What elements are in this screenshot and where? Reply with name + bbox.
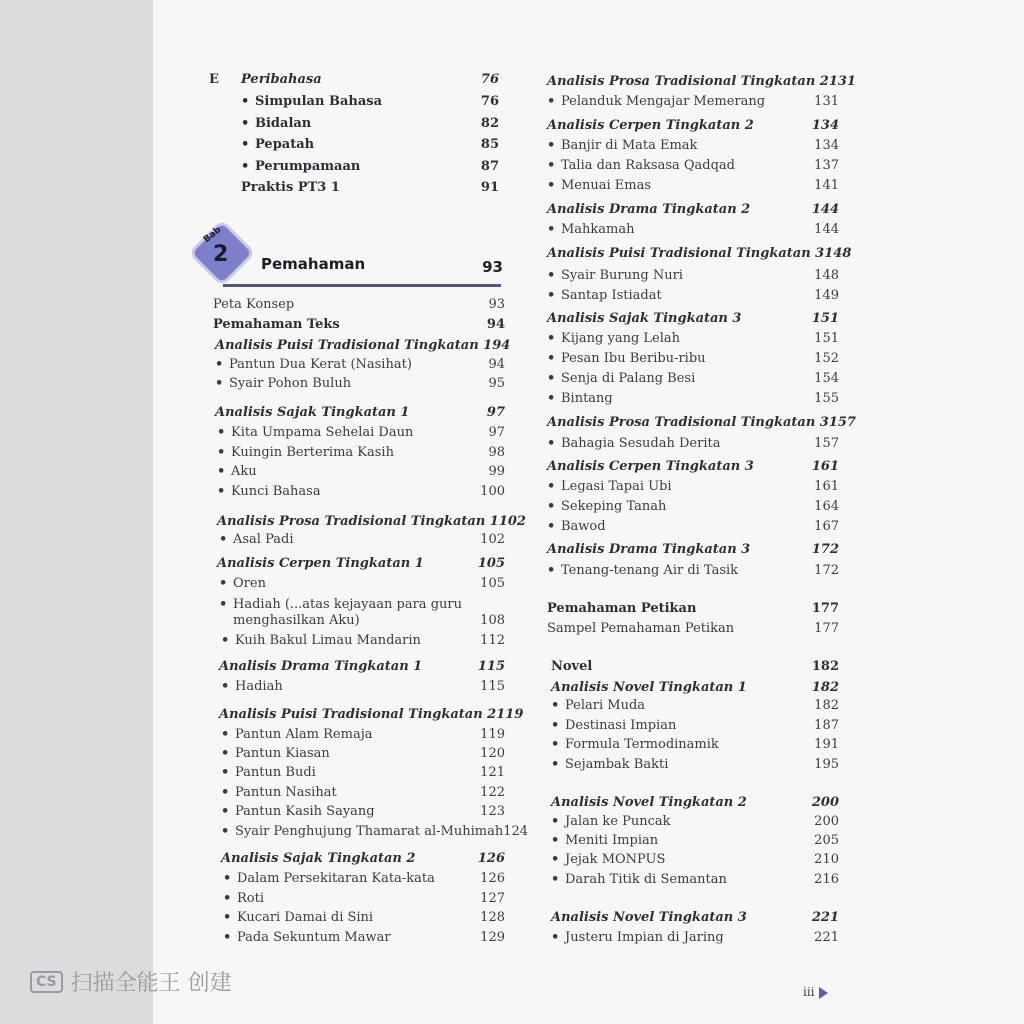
bullet-icon: • [547,158,556,173]
toc-page [153,0,1024,1024]
entry-page-number: 172 [814,563,839,578]
entry-label: Pepatah [255,137,315,152]
toc-entry [221,765,505,780]
bullet-icon: • [547,94,556,109]
entry-page-number: 144 [814,222,839,237]
bullet-icon: • [551,737,560,752]
entry-page-number: 97 [486,405,505,420]
entry-page-number: 105 [477,556,505,571]
toc-entry [215,376,505,391]
bullet-icon: • [547,436,556,451]
bullet-icon: • [223,891,232,906]
entry-label: Analisis Novel Tingkatan 3 [551,910,747,925]
toc-entry [551,930,839,945]
entry-page-number: 99 [488,464,505,479]
entry-label: Analisis Novel Tingkatan 2 [551,795,747,810]
entry-page-number: 149 [814,288,839,303]
entry-label: Aku [231,464,257,479]
bullet-icon: • [221,824,230,839]
toc-entry [547,222,839,237]
entry-page-number: 122 [480,785,505,800]
bullet-icon: • [221,765,230,780]
bullet-icon: • [241,159,250,174]
bullet-icon: • [221,633,230,648]
entry-label: Bahagia Sesudah Derita [561,436,721,451]
entry-label: Sekeping Tanah [561,499,667,514]
entry-label: Bintang [561,391,613,406]
bullet-icon: • [223,910,232,925]
toc-entry [221,804,505,819]
chapter-number: 2 [213,242,229,267]
entry-page-number: 93 [488,297,505,312]
watermark-text: 扫描全能王 创建 [70,971,232,996]
entry-label: Analisis Prosa Tradisional Tingkatan 1 [217,514,499,529]
entry-page-number: 126 [477,851,505,866]
entry-label: Pantun Dua Kerat (Nasihat) [229,357,412,372]
bullet-icon: • [547,222,556,237]
entry-page-number: 167 [814,519,839,534]
entry-label: Pada Sekuntum Mawar [237,930,391,945]
toc-heading [547,74,856,89]
page-footer [803,985,828,999]
toc-entry [547,371,839,386]
entry-label: Legasi Tapai Ubi [561,479,672,494]
toc-heading [547,202,839,217]
bullet-icon: • [241,116,250,131]
toc-entry [547,479,839,494]
entry-page-number: 94 [492,338,511,353]
toc-heading [217,514,526,529]
entry-page-number: 148 [814,268,839,283]
toc-heading [221,851,505,866]
entry-page-number: 102 [480,532,505,547]
entry-label: Mahkamah [561,222,635,237]
entry-page-number: 182 [814,698,839,713]
entry-page-number: 195 [814,757,839,772]
bullet-icon: • [223,930,232,945]
entry-label: Kuih Bakul Limau Mandarin [235,633,421,648]
entry-page-number: 157 [828,415,856,430]
chapter-title: Pemahaman [261,255,366,273]
entry-label: Analisis Puisi Tradisional Tingkatan 2 [219,707,497,722]
toc-heading [219,707,524,722]
entry-label: Sejambak Bakti [565,757,669,772]
entry-page-number: 82 [480,116,499,131]
toc-entry [241,159,499,174]
toc-entry [241,116,499,131]
toc-entry [221,746,505,761]
entry-label: Analisis Puisi Tradisional Tingkatan 3 [547,246,825,261]
entry-label: Banjir di Mata Emak [561,138,698,153]
entry-label: Jalan ke Puncak [565,814,671,829]
entry-label: Jejak MONPUS [565,852,666,867]
toc-entry [551,659,839,674]
bullet-icon: • [547,138,556,153]
entry-page-number: 105 [480,576,505,591]
entry-page-number: 151 [814,331,839,346]
entry-page-number: 187 [814,718,839,733]
entry-page-number: 119 [480,727,505,742]
bullet-icon: • [547,331,556,346]
toc-entry [547,288,839,303]
bullet-icon: • [215,376,224,391]
entry-page-number: 137 [814,158,839,173]
toc-entry [221,679,505,694]
bullet-icon: • [219,597,228,612]
bullet-icon: • [547,479,556,494]
toc-heading [547,459,839,474]
entry-label: Pelari Muda [565,698,646,713]
toc-heading [547,542,839,557]
entry-label: Sampel Pemahaman Petikan [547,621,735,636]
toc-entry [547,621,839,636]
entry-page-number: 164 [814,499,839,514]
toc-entry [213,297,505,312]
entry-page-number: 155 [814,391,839,406]
toc-entry [223,871,505,886]
toc-entry [219,532,505,547]
entry-page-number: 112 [480,633,505,648]
entry-label: Darah Titik di Semantan [565,872,727,887]
toc-entry [551,737,839,752]
entry-page-number: 134 [814,138,839,153]
bullet-icon: • [241,137,250,152]
entry-label: Hadiah [235,679,283,694]
bullet-icon: • [221,679,230,694]
toc-entry [551,718,839,733]
entry-page-number: 182 [811,659,839,674]
toc-heading [551,680,839,695]
bullet-icon: • [221,804,230,819]
entry-label: Santap Istiadat [561,288,662,303]
bullet-icon: • [217,445,226,460]
entry-page-number: 131 [814,94,839,109]
entry-label: Pelanduk Mengajar Memerang [561,94,766,109]
entry-label: Menuai Emas [561,178,652,193]
entry-page-number: 148 [824,246,852,261]
toc-entry [547,94,839,109]
entry-page-number: 129 [480,930,505,945]
entry-label: menghasilkan Aku) [233,613,360,628]
toc-entry [241,137,499,152]
entry-label: Senja di Palang Besi [561,371,696,386]
bullet-icon: • [547,563,556,578]
entry-page-number: 108 [480,613,505,628]
bullet-icon: • [215,357,224,372]
entry-page-number: 76 [480,94,499,109]
entry-label: Analisis Sajak Tingkatan 3 [547,311,742,326]
bullet-icon: • [547,268,556,283]
toc-entry [221,824,529,839]
bullet-icon: • [551,814,560,829]
entry-page-number: 177 [814,621,839,636]
toc-entry [221,727,505,742]
toc-entry [547,331,839,346]
bullet-icon: • [223,871,232,886]
toc-heading [219,659,505,674]
toc-heading [551,795,839,810]
entry-label: Simpulan Bahasa [255,94,382,109]
entry-label: Pesan Ibu Beribu-ribu [561,351,706,366]
entry-page-number: 210 [814,852,839,867]
entry-label: Analisis Cerpen Tingkatan 2 [547,118,754,133]
entry-page-number: 123 [480,804,505,819]
chapter-badge [197,224,249,280]
toc-heading [547,311,839,326]
entry-page-number: 115 [480,679,505,694]
toc-entry [547,178,839,193]
toc-entry [219,597,505,612]
entry-label: Peta Konsep [213,297,295,312]
entry-label: Syair Burung Nuri [561,268,683,283]
watermark-badge: CS [30,971,63,993]
entry-page-number: 87 [480,159,499,174]
entry-label: Analisis Prosa Tradisional Tingkatan 2 [547,74,829,89]
entry-page-number: 121 [480,765,505,780]
toc-entry [223,930,505,945]
entry-page-number: 120 [480,746,505,761]
page-number: iii [803,985,815,999]
entry-label: Analisis Drama Tingkatan 3 [547,542,751,557]
entry-label: Kijang yang Lelah [561,331,681,346]
entry-label: Bidalan [255,116,312,131]
toc-heading [547,415,856,430]
entry-label: Pantun Budi [235,765,316,780]
bullet-icon: • [551,852,560,867]
toc-entry [547,519,839,534]
entry-page-number: 161 [814,479,839,494]
toc-heading [215,338,511,353]
entry-page-number: 100 [480,484,505,499]
entry-label: Kita Umpama Sehelai Daun [231,425,414,440]
chapter-page: 93 [482,258,503,276]
toc-entry [547,436,839,451]
entry-label: Pemahaman Petikan [547,601,697,616]
toc-entry [241,94,499,109]
toc-entry [221,633,505,648]
toc-entry [223,910,505,925]
toc-entry [217,464,505,479]
entry-page-number: 91 [480,180,499,195]
toc-entry [219,613,505,628]
entry-label: Analisis Cerpen Tingkatan 1 [217,556,424,571]
toc-entry [217,425,505,440]
entry-label: Pemahaman Teks [213,317,340,332]
bullet-icon: • [221,727,230,742]
entry-page-number: 85 [480,137,499,152]
entry-label: Kunci Bahasa [231,484,321,499]
entry-page-number: 172 [811,542,839,557]
entry-page-number: 141 [814,178,839,193]
entry-page-number: 216 [814,872,839,887]
entry-label: Tenang-tenang Air di Tasik [561,563,739,578]
entry-label: Justeru Impian di Jaring [565,930,724,945]
toc-entry [241,180,499,195]
entry-page-number: 205 [814,833,839,848]
toc-heading [547,246,852,261]
bullet-icon: • [551,718,560,733]
entry-page-number: 102 [498,514,526,529]
entry-label: Pantun Kiasan [235,746,330,761]
entry-page-number: 94 [486,317,505,332]
entry-label: Syair Penghujung Thamarat al-Muhimah [235,824,504,839]
entry-page-number: 177 [811,601,839,616]
chapter-rule [223,284,501,287]
toc-entry [551,872,839,887]
section-letter: E [209,72,219,87]
entry-label: Pantun Alam Remaja [235,727,373,742]
entry-label: Analisis Sajak Tingkatan 2 [221,851,416,866]
entry-page-number: 127 [480,891,505,906]
toc-entry [547,138,839,153]
bullet-icon: • [241,94,250,109]
toc-entry [547,601,839,616]
scanner-watermark [30,966,232,997]
toc-entry [547,391,839,406]
entry-label: Syair Pohon Buluh [229,376,352,391]
entry-page-number: 221 [814,930,839,945]
toc-entry [219,576,505,591]
toc-entry [547,158,839,173]
next-arrow-icon [819,987,828,999]
chapter-bab-label: Bab [202,224,224,246]
entry-page-number: 134 [811,118,839,133]
entry-page-number: 152 [814,351,839,366]
bullet-icon: • [551,930,560,945]
bullet-icon: • [551,698,560,713]
entry-label: Meniti Impian [565,833,659,848]
toc-entry [215,357,505,372]
bullet-icon: • [221,785,230,800]
entry-page-number: 200 [814,814,839,829]
bullet-icon: • [547,351,556,366]
bullet-icon: • [547,519,556,534]
entry-label: Pantun Kasih Sayang [235,804,375,819]
bullet-icon: • [547,288,556,303]
toc-entry [547,499,839,514]
bullet-icon: • [221,746,230,761]
entry-page-number: 191 [814,737,839,752]
entry-label: Oren [233,576,266,591]
entry-page-number: 76 [480,72,499,87]
entry-page-number: 115 [477,659,505,674]
entry-page-number: 94 [488,357,505,372]
bullet-icon: • [547,499,556,514]
entry-label: Analisis Cerpen Tingkatan 3 [547,459,754,474]
entry-label: Praktis PT3 1 [241,180,340,195]
entry-label: Asal Padi [233,532,294,547]
entry-label: Kucari Damai di Sini [237,910,374,925]
entry-page-number: 154 [814,371,839,386]
entry-page-number: 144 [811,202,839,217]
toc-heading [241,72,499,87]
entry-label: Destinasi Impian [565,718,677,733]
bullet-icon: • [547,391,556,406]
toc-entry [217,445,505,460]
entry-label: Perumpamaan [255,159,361,174]
entry-label: Analisis Prosa Tradisional Tingkatan 3 [547,415,829,430]
entry-page-number: 128 [480,910,505,925]
entry-label: Analisis Drama Tingkatan 2 [547,202,751,217]
bullet-icon: • [217,484,226,499]
bullet-icon: • [217,425,226,440]
bullet-icon: • [547,371,556,386]
bullet-icon: • [547,178,556,193]
bullet-icon: • [217,464,226,479]
toc-heading [215,405,505,420]
entry-label: Bawod [561,519,606,534]
toc-entry [551,852,839,867]
entry-label: Analisis Sajak Tingkatan 1 [215,405,410,420]
bullet-icon: • [219,532,228,547]
toc-entry [551,698,839,713]
entry-page-number: 98 [488,445,505,460]
entry-page-number: 182 [811,680,839,695]
toc-heading [217,556,505,571]
entry-page-number: 95 [488,376,505,391]
toc-entry [223,891,505,906]
entry-page-number: 151 [811,311,839,326]
toc-entry [551,757,839,772]
toc-heading [547,118,839,133]
toc-entry [221,785,505,800]
toc-entry [551,833,839,848]
toc-entry [551,814,839,829]
entry-label: Kuingin Berterima Kasih [231,445,394,460]
entry-label: Formula Termodinamik [565,737,719,752]
entry-page-number: 124 [503,824,529,839]
entry-page-number: 131 [828,74,856,89]
entry-label: Peribahasa [241,72,322,87]
toc-entry [547,268,839,283]
toc-entry [547,351,839,366]
entry-page-number: 161 [811,459,839,474]
toc-entry [213,317,505,332]
entry-label: Dalam Persekitaran Kata-kata [237,871,435,886]
entry-label: Novel [551,659,593,674]
entry-page-number: 157 [814,436,839,451]
toc-entry [217,484,505,499]
entry-label: Analisis Drama Tingkatan 1 [219,659,423,674]
bullet-icon: • [551,872,560,887]
entry-label: Hadiah (...atas kejayaan para guru [233,597,462,612]
entry-label: Roti [237,891,264,906]
entry-page-number: 200 [811,795,839,810]
entry-label: Talia dan Raksasa Qadqad [561,158,736,173]
entry-label: Analisis Novel Tingkatan 1 [551,680,747,695]
toc-heading [551,910,839,925]
bullet-icon: • [219,576,228,591]
entry-page-number: 97 [488,425,505,440]
entry-page-number: 119 [496,707,524,722]
entry-page-number: 221 [811,910,839,925]
entry-label: Analisis Puisi Tradisional Tingkatan 1 [215,338,493,353]
entry-label: Pantun Nasihat [235,785,337,800]
bullet-icon: • [551,833,560,848]
bullet-icon: • [551,757,560,772]
toc-entry [547,563,839,578]
entry-page-number: 126 [480,871,505,886]
